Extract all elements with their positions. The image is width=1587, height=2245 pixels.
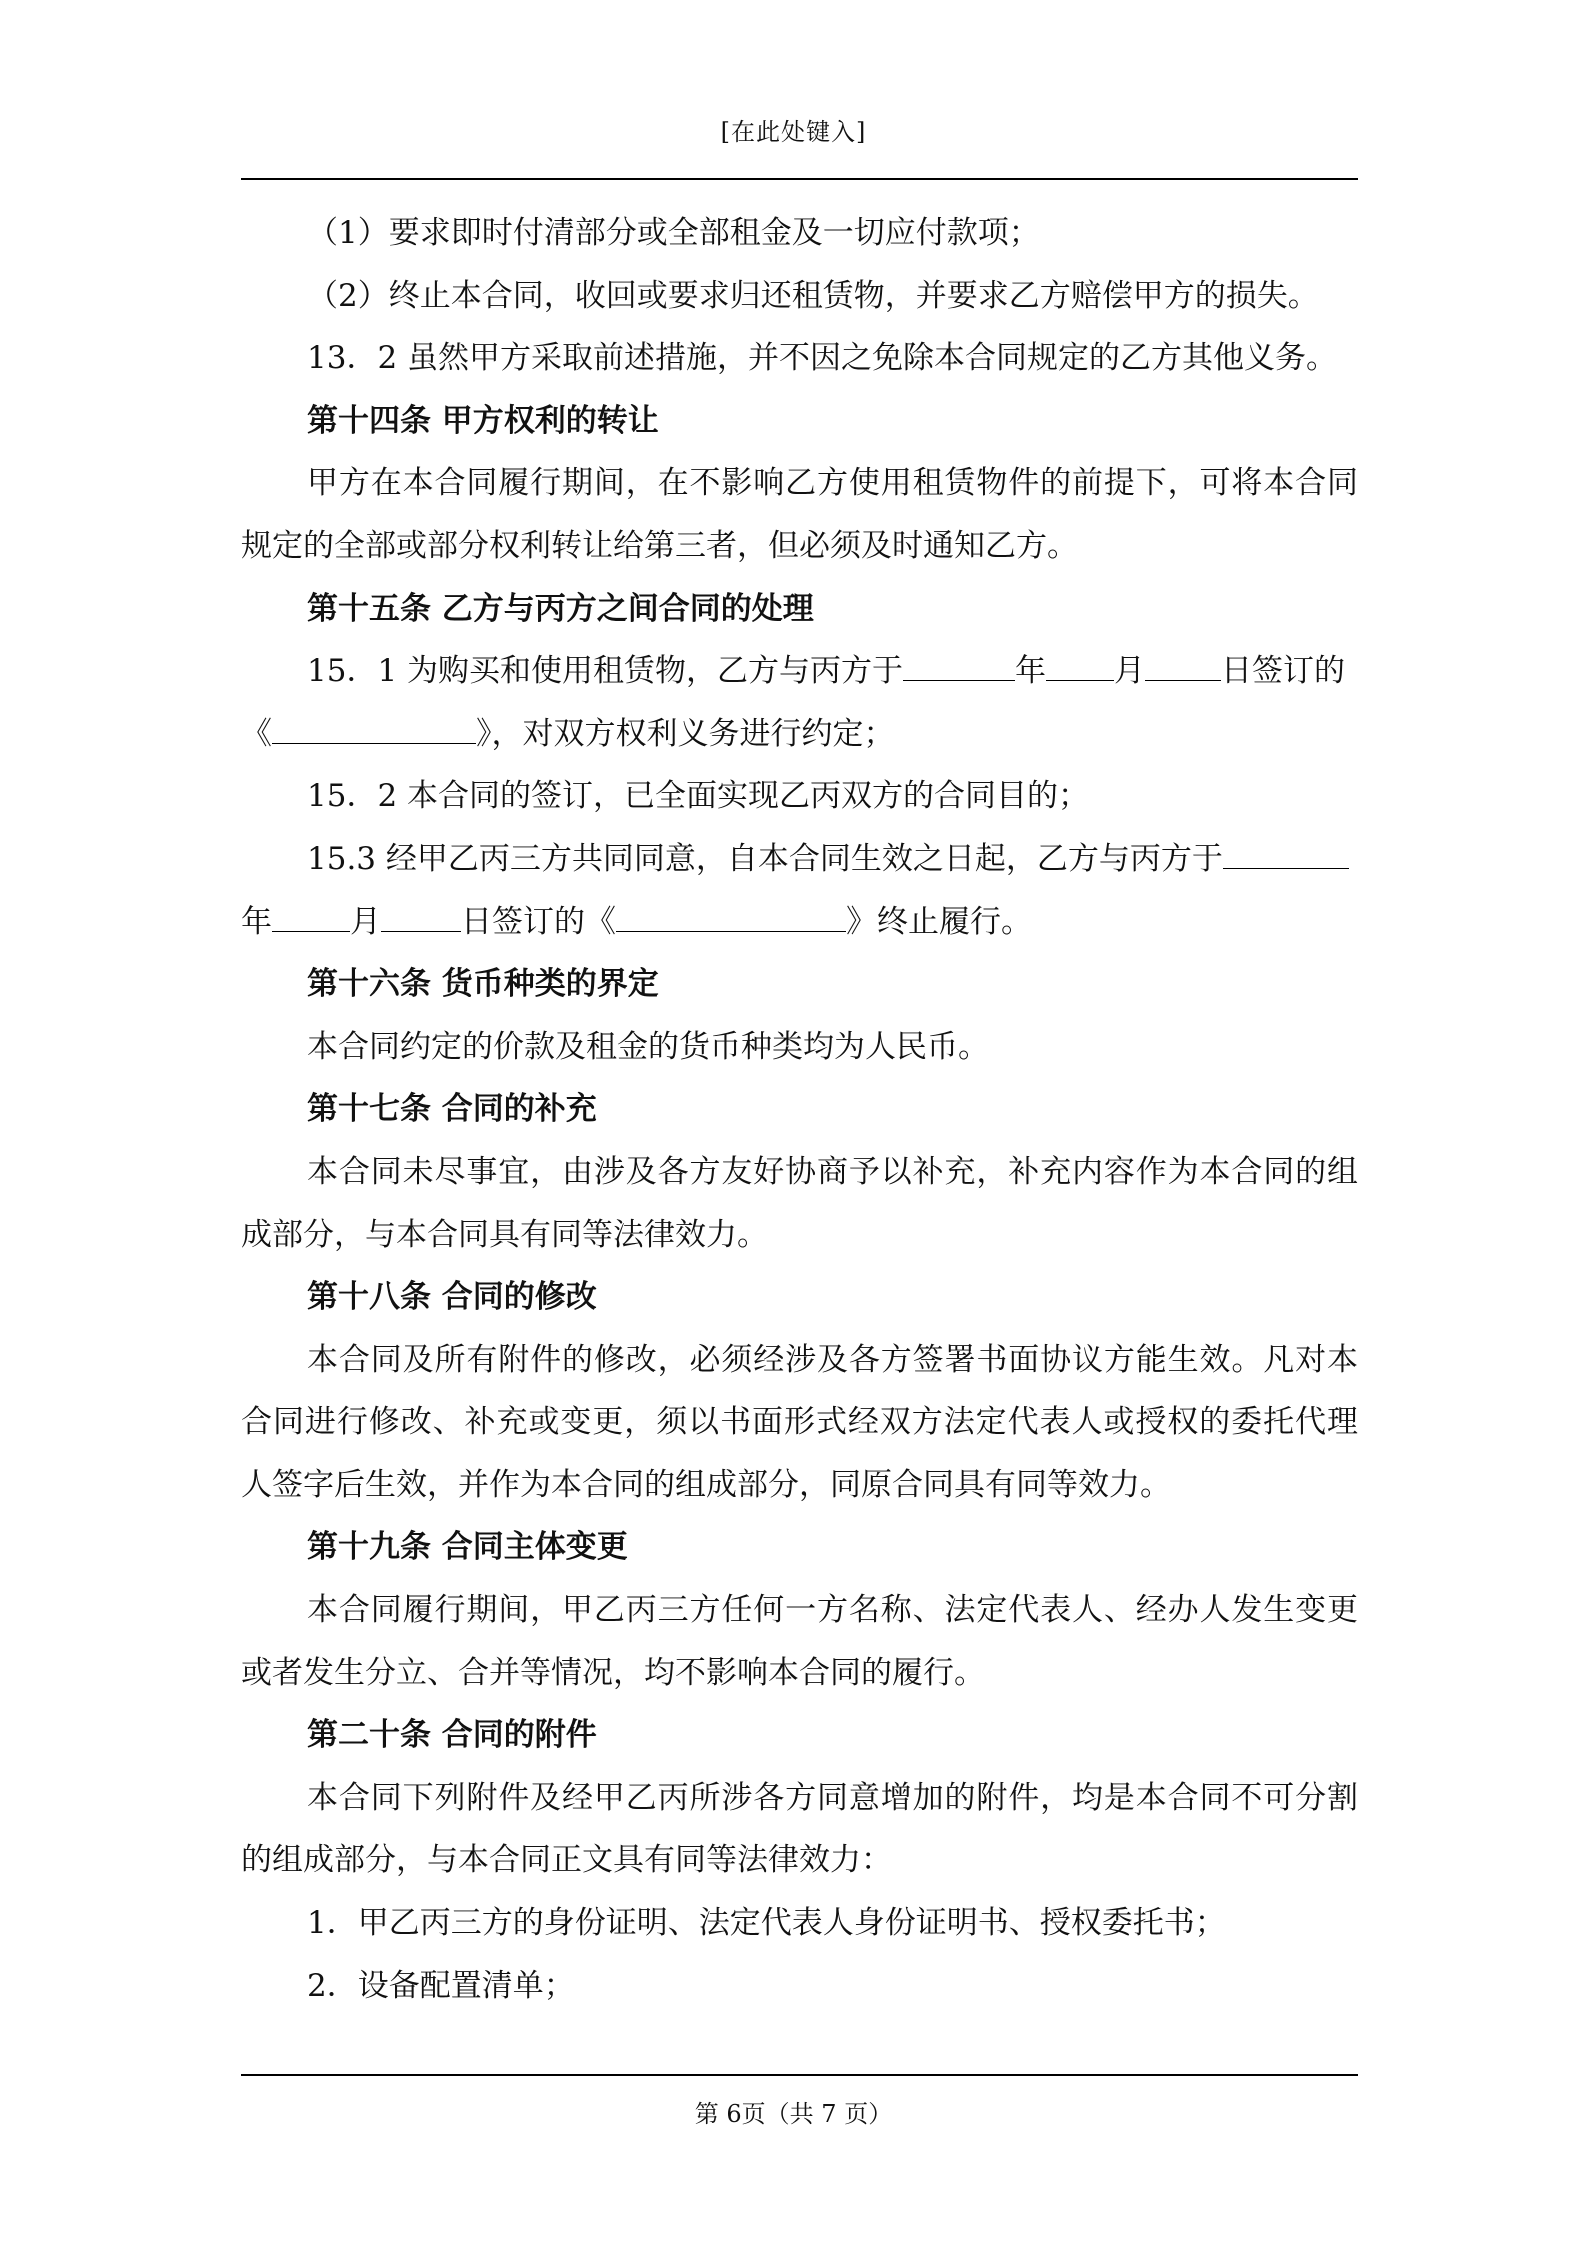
- month-blank: [272, 907, 350, 932]
- clause-15-2: 15．2 本合同的签订，已全面实现乙丙双方的合同目的；: [307, 778, 1090, 815]
- article-18-text-line-1: 本合同及所有附件的修改，必须经涉及各方签署书面协议方能生效。凡对本: [307, 1341, 1358, 1378]
- clause-15-3-tail: 》终止履行。: [846, 903, 1032, 940]
- month-label: 月: [1114, 653, 1146, 690]
- article-17-heading: 第十七条 合同的补充: [307, 1091, 597, 1128]
- article-14-text-line-2: 规定的全部或部分权利转让给第三者，但必须及时通知乙方。: [241, 527, 1078, 564]
- year-blank: [903, 656, 1015, 681]
- clause-15-3-line-1: [241, 828, 1358, 891]
- clause-15-3-line-2: [241, 891, 1358, 954]
- article-15-heading: 第十五条 乙方与丙方之间合同的处理: [307, 590, 814, 627]
- document-body: [241, 202, 1358, 2017]
- day-blank: [381, 907, 461, 932]
- clause-15-3-blank: [1223, 844, 1349, 869]
- article-20-heading: 第二十条 合同的附件: [307, 1717, 597, 1754]
- article-17-text-line-2: 成部分，与本合同具有同等法律效力。: [241, 1216, 768, 1253]
- day-label: 日签订的: [1221, 653, 1346, 690]
- article-18-heading: 第十八条 合同的修改: [307, 1279, 597, 1316]
- contract-title-blank: [272, 719, 476, 744]
- article-18-text-line-3: 人签字后生效，并作为本合同的组成部分，同原合同具有同等效力。: [241, 1466, 1171, 1503]
- page-footer: 第 6页（共 7 页）: [694, 2100, 893, 2128]
- month-label: 月: [350, 903, 381, 940]
- footer-rule: [241, 2074, 1358, 2076]
- year-label: 年: [241, 903, 272, 940]
- attachment-item-2: 2．设备配置清单；: [307, 1967, 575, 2004]
- article-20-text-line-1: 本合同下列附件及经甲乙丙所涉各方同意增加的附件，均是本合同不可分割: [307, 1779, 1358, 1816]
- contract-title-blank: [616, 907, 846, 932]
- clause-15-1-line-1: [241, 640, 1358, 703]
- clause-13-1-item-1: （1）要求即时付清部分或全部租金及一切应付款项；: [307, 215, 1040, 251]
- clause-13-2: 13．2 虽然甲方采取前述措施，并不因之免除本合同规定的乙方其他义务。: [307, 340, 1338, 377]
- article-20-text-line-2: 的组成部分，与本合同正文具有同等法律效力：: [241, 1842, 892, 1879]
- article-16-text: 本合同约定的价款及租金的货币种类均为人民币。: [307, 1028, 989, 1065]
- article-17-text-line-1: 本合同未尽事宜，由涉及各方友好协商予以补充，补充内容作为本合同的组: [307, 1153, 1358, 1190]
- day-blank: [1145, 656, 1221, 681]
- article-18-text-line-2: 合同进行修改、补充或变更，须以书面形式经双方法定代表人或授权的委托代理: [241, 1404, 1358, 1441]
- clause-15-3-text: 15.3 经甲乙丙三方共同同意，自本合同生效之日起，乙方与丙方于: [307, 840, 1223, 877]
- article-14-text-line-1: 甲方在本合同履行期间，在不影响乙方使用租赁物件的前提下，可将本合同: [307, 465, 1358, 502]
- year-label: 年: [1015, 653, 1047, 690]
- article-19-text-line-1: 本合同履行期间，甲乙丙三方任何一方名称、法定代表人、经办人发生变更: [307, 1592, 1358, 1629]
- day-label: 日签订的《: [461, 903, 616, 940]
- clause-13-1-item-2: （2）终止本合同，收回或要求归还租赁物，并要求乙方赔偿甲方的损失。: [307, 277, 1319, 314]
- article-16-heading: 第十六条 货币种类的界定: [307, 966, 659, 1003]
- page-header: [在此处键入]: [720, 118, 867, 146]
- clause-15-1-line-2: [241, 703, 1358, 766]
- attachment-item-1: 1．甲乙丙三方的身份证明、法定代表人身份证明书、授权委托书；: [307, 1905, 1226, 1942]
- title-open-bracket: 《: [241, 715, 272, 752]
- month-blank: [1046, 656, 1114, 681]
- clause-15-1-text: 15．1 为购买和使用租赁物，乙方与丙方于: [307, 653, 904, 690]
- article-19-heading: 第十九条 合同主体变更: [307, 1529, 628, 1566]
- clause-15-1-tail: 》，对双方权利义务进行约定；: [476, 715, 895, 752]
- article-14-heading: 第十四条 甲方权利的转让: [307, 402, 659, 439]
- article-19-text-line-2: 或者发生分立、合并等情况，均不影响本合同的履行。: [241, 1654, 985, 1691]
- header-rule: [241, 178, 1358, 180]
